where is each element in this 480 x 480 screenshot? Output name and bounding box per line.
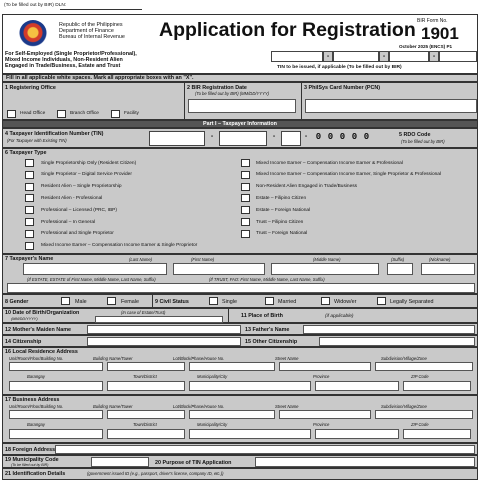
widower-label: Widow/er [334, 299, 357, 305]
male-checkbox[interactable] [61, 297, 70, 305]
male-label: Male [75, 299, 87, 305]
tin-issue-dash-1: - [323, 51, 333, 62]
address-field-label: Municipality/City [197, 374, 228, 379]
tin-issue-box-3[interactable] [389, 51, 429, 62]
widower-checkbox[interactable] [321, 297, 330, 305]
taxpayer-type-option: Single Proprietor – Digital Service Provider [41, 172, 132, 178]
taxpayer-type-checkbox[interactable] [241, 159, 250, 167]
taxpayer-type-option: Professional – In General [41, 219, 96, 225]
tin-issue-dash-3: - [429, 51, 439, 62]
citizenship-label: 14 Citizenship [5, 339, 42, 345]
married-label: Married [278, 299, 297, 305]
address-field-input[interactable] [107, 381, 185, 391]
tin-issue-dash-2: - [379, 51, 389, 62]
place-of-birth-label: 11 Place of Birth [241, 313, 283, 319]
identification-row [2, 468, 478, 480]
address-field-label: Province [313, 374, 330, 379]
address-field-label: Street Name [275, 356, 299, 361]
purpose-of-tin-input[interactable] [255, 457, 475, 467]
civil-status-label: 9 Civil Status [155, 299, 189, 305]
taxpayer-type-checkbox[interactable] [25, 171, 34, 179]
legally-separated-label: Legally Separated [390, 299, 434, 305]
address-field-input[interactable] [189, 429, 311, 439]
first-name-col: (First Name) [191, 257, 215, 262]
birth-row [2, 308, 478, 323]
address-field-label: Subdivision/Village/Zone [381, 404, 427, 409]
dln-label: (To be filled out by BIR) DLN: [4, 3, 67, 8]
tin-row [2, 128, 478, 148]
address-field-input[interactable] [315, 381, 399, 391]
branch-code-digit: 0 [351, 132, 358, 142]
branch-code-digit: 0 [339, 132, 346, 142]
address-field-input[interactable] [189, 362, 275, 371]
address-field-input[interactable] [9, 410, 103, 419]
address-field-input[interactable] [107, 362, 185, 371]
date-of-birth-input[interactable] [95, 316, 223, 323]
address-field-label: ZIP Code [411, 422, 429, 427]
taxpayer-type-checkbox[interactable] [241, 171, 250, 179]
tin-input-1[interactable] [149, 131, 205, 146]
taxpayer-type-option: Trust – Filipino Citizen [256, 219, 304, 225]
suffix-col: (Suffix) [391, 257, 405, 262]
agency-line-3: Bureau of Internal Revenue [59, 34, 125, 40]
taxpayer-type-option: Resident Alien – Single Proprietorship [41, 184, 122, 190]
taxpayer-type-checkbox[interactable] [25, 242, 34, 250]
tin-issue-box-1[interactable] [271, 51, 323, 62]
estate-note: (If ESTATE, ESTATE of First Name, Middle Name, Last Name, Suffix) [27, 277, 156, 282]
agency-line-2: Department of Finance [59, 28, 114, 34]
branch-code-digit: 0 [363, 132, 370, 142]
bir-seal-logo [19, 20, 47, 48]
middle-name-col: (Middle Name) [313, 257, 341, 262]
fathers-name-input[interactable] [303, 325, 475, 334]
gender-civil-row [2, 294, 478, 308]
tin-dash-2: - [272, 133, 276, 140]
taxpayer-type-checkbox[interactable] [241, 218, 250, 226]
pcn-label: 3 PhilSys Card Number (PCN) [304, 85, 381, 91]
municipality-code-hint: (To be filled out by BIR) [11, 463, 49, 467]
foreign-address-input[interactable] [55, 445, 475, 454]
address-field-input[interactable] [9, 429, 103, 439]
taxpayer-type-checkbox[interactable] [25, 159, 34, 167]
registering-office-label: 1 Registering Office [5, 85, 56, 91]
address-field-input[interactable] [9, 381, 103, 391]
head-office-checkbox[interactable] [7, 110, 16, 118]
tin-dash-1: - [210, 133, 214, 140]
taxpayer-type-checkbox[interactable] [241, 183, 250, 191]
business-address-label: 17 Business Address [5, 397, 60, 403]
taxpayer-type-option: Professional and Single Proprietor [41, 231, 114, 237]
address-field-input[interactable] [375, 410, 473, 419]
address-field-label: Lot/Block/Phase/House No. [173, 404, 225, 409]
form-number-label: BIR Form No. [417, 18, 448, 24]
address-field-label: Building Name/Tower [93, 404, 133, 409]
address-field-label: Barangay [27, 374, 45, 379]
foreign-address-label: 18 Foreign Address [5, 447, 56, 453]
citizenship-row [2, 335, 478, 347]
address-field-label: Province [313, 422, 330, 427]
form-title: Application for Registration [159, 19, 416, 41]
taxpayer-type-checkbox[interactable] [25, 218, 34, 226]
address-field-input[interactable] [107, 410, 185, 419]
address-field-label: Municipality/City [197, 422, 228, 427]
dln-line[interactable] [60, 9, 142, 10]
taxpayer-name-section [2, 254, 478, 294]
taxpayer-type-option: Mixed Income Earner – Compensation Income Earner & Professional [256, 160, 403, 166]
female-label: Female [121, 299, 139, 305]
address-field-label: Town/District [133, 374, 157, 379]
single-label: Single [222, 299, 237, 305]
other-citizenship-input[interactable] [319, 337, 475, 346]
address-field-input[interactable] [279, 362, 371, 371]
tin-dash-3: - [304, 133, 308, 140]
taxpayer-type-label: 6 Taxpayer Type [5, 150, 47, 156]
taxpayer-type-option: Single Proprietorship Only (Resident Citizen) [41, 160, 137, 166]
agency-line-1: Republic of the Philippines [59, 22, 123, 28]
taxpayer-type-checkbox[interactable] [25, 194, 34, 202]
address-field-label: ZIP Code [411, 374, 429, 379]
address-field-input[interactable] [189, 410, 275, 419]
fill-instruction: Fill in all applicable white spaces. Mark all appropriate boxes with an "X". [6, 75, 194, 81]
address-field-input[interactable] [403, 381, 471, 391]
taxpayer-type-checkbox[interactable] [241, 194, 250, 202]
address-field-label: Unit/Room/Floor/Building No. [9, 404, 64, 409]
form-number: 1901 [421, 24, 459, 43]
bir-registration-date-hint: (To be filled out by BIR) (MM/DD/YYYY) [195, 91, 270, 96]
head-office-label: Head Office [20, 111, 46, 116]
form-header [2, 14, 478, 74]
legally-separated-checkbox[interactable] [377, 297, 386, 305]
subtitle-line-2: Mixed Income Individuals, Non-Resident Alien [5, 57, 123, 63]
address-field-input[interactable] [403, 429, 471, 439]
taxpayer-type-option: Estate – Filipino Citizen [256, 195, 307, 201]
married-checkbox[interactable] [265, 297, 274, 305]
taxpayer-type-option: Resident Alien - Professional [41, 195, 103, 201]
taxpayer-type-option: Professional – Licensed (PRC, IBP) [41, 207, 117, 213]
foreign-address-row [2, 443, 478, 455]
purpose-of-tin-label: 20 Purpose of TIN Application [155, 460, 232, 466]
taxpayer-type-option: Mixed Income Earner – Compensation Income Earner, Single Proprietor & Professional [256, 172, 442, 178]
facility-label: Facility [124, 111, 139, 116]
address-field-label: Town/District [133, 422, 157, 427]
taxpayer-type-checkbox[interactable] [25, 183, 34, 191]
place-of-birth-hint: (if applicable) [325, 314, 354, 319]
gender-label: 8 Gender [5, 299, 29, 305]
facility-checkbox[interactable] [111, 110, 120, 118]
female-checkbox[interactable] [107, 297, 116, 305]
taxpayer-type-checkbox[interactable] [241, 230, 250, 238]
estate-trust-name-input[interactable] [7, 283, 475, 293]
tin-input-3[interactable] [281, 131, 301, 146]
address-field-label: Building Name/Tower [93, 356, 133, 361]
tin-input-2[interactable] [219, 131, 267, 146]
tin-label: 4 Taxpayer Identification Number (TIN) [5, 131, 104, 137]
single-checkbox[interactable] [209, 297, 218, 305]
rdo-code-hint: (To be filled out by BIR) [401, 139, 445, 144]
residence-address-section [2, 347, 478, 395]
tin-issue-box-4[interactable] [439, 51, 477, 62]
address-field-input[interactable] [107, 429, 185, 439]
residence-address-label: 16 Local Residence Address [5, 349, 78, 355]
subtitle-line-1: For Self-Employed (Single Proprietor/Professional), [5, 51, 137, 57]
address-field-input[interactable] [9, 362, 103, 371]
date-of-birth-label: 10 Date of Birth/Organization [5, 310, 80, 316]
last-name-input[interactable] [23, 263, 167, 275]
municipality-purpose-row [2, 455, 478, 468]
nickname-input[interactable] [421, 263, 475, 275]
taxpayer-type-option: Trust – Foreign National [256, 231, 308, 237]
part1-title: Part I – Taxpayer Information [203, 121, 277, 127]
taxpayer-type-checkbox[interactable] [25, 206, 34, 214]
tin-issue-note: TIN to be issued, if applicable (To be filled out by BIR) [277, 65, 402, 70]
taxpayer-name-label: 7 Taxpayer's Name [5, 256, 54, 262]
address-field-input[interactable] [375, 362, 473, 371]
citizenship-input[interactable] [87, 337, 241, 346]
fathers-name-label: 13 Father's Name [245, 327, 290, 333]
identification-details-hint: (government issued ID (e.g., passport, driver's license, company ID, etc.)) [87, 471, 224, 476]
bir-registration-date-input[interactable] [188, 99, 296, 113]
mothers-maiden-name-input[interactable] [87, 325, 241, 334]
registration-row [2, 82, 478, 120]
municipality-code-label: 19 Municipality Code [5, 457, 59, 463]
instruction-bar [2, 74, 478, 82]
taxpayer-type-option: Non-Resident Alien Engaged in Trade/Business [256, 184, 358, 190]
trust-note: (If TRUST, FAO: First Name, Middle Name, Last Name, Suffix) [209, 277, 325, 282]
identification-details-label: 21 Identification Details [5, 471, 66, 477]
last-name-col: (Last Name) [129, 257, 153, 262]
tin-issue-box-2[interactable] [333, 51, 379, 62]
date-of-birth-hint: (In case of Estate/Trust) [121, 310, 166, 315]
first-name-input[interactable] [173, 263, 265, 275]
part1-bar [2, 120, 478, 128]
address-field-label: Barangay [27, 422, 45, 427]
tin-hint: (For Taxpayer with Existing TIN) [7, 138, 67, 143]
address-field-label: Unit/Room/Floor/Building No. [9, 356, 64, 361]
bir-registration-date-label: 2 BIR Registration Date [187, 85, 247, 91]
pcn-input[interactable] [305, 99, 477, 113]
nickname-col: (Nickname) [429, 257, 451, 262]
address-field-input[interactable] [279, 410, 371, 419]
suffix-input[interactable] [387, 263, 413, 275]
middle-name-input[interactable] [271, 263, 379, 275]
address-field-input[interactable] [189, 381, 311, 391]
address-field-input[interactable] [315, 429, 399, 439]
taxpayer-type-option: Mixed Income Earner – Compensation Income Earner & Single Proprietor [41, 243, 198, 249]
form-version: October 2025 (ENCS) P1 [399, 44, 453, 49]
taxpayer-type-checkbox[interactable] [241, 206, 250, 214]
mothers-maiden-name-label: 12 Mother's Maiden Name [5, 327, 71, 333]
branch-code-digit: 0 [327, 132, 334, 142]
taxpayer-type-option: Estate – Foreign National [256, 207, 311, 213]
address-field-label: Subdivision/Village/Zone [381, 356, 427, 361]
municipality-code-input[interactable] [91, 457, 149, 467]
rdo-code-label: 5 RDO Code [399, 132, 431, 138]
other-citizenship-label: 15 Other Citizenship [245, 339, 298, 345]
tin-issue-row [271, 51, 477, 63]
branch-office-checkbox[interactable] [57, 110, 66, 118]
branch-office-label: Branch Office [70, 111, 99, 116]
branch-code-digit: 0 [315, 132, 322, 142]
taxpayer-type-checkbox[interactable] [25, 230, 34, 238]
taxpayer-type-section [2, 148, 478, 254]
date-of-birth-format: (MM/DD/YYYY) [11, 317, 38, 321]
business-address-section [2, 395, 478, 443]
address-field-label: Lot/Block/Phase/House No. [173, 356, 225, 361]
parents-row [2, 323, 478, 335]
address-field-label: Street Name [275, 404, 299, 409]
subtitle-line-3: Engaged in Trade/Business, Estate and Trust [5, 63, 121, 69]
